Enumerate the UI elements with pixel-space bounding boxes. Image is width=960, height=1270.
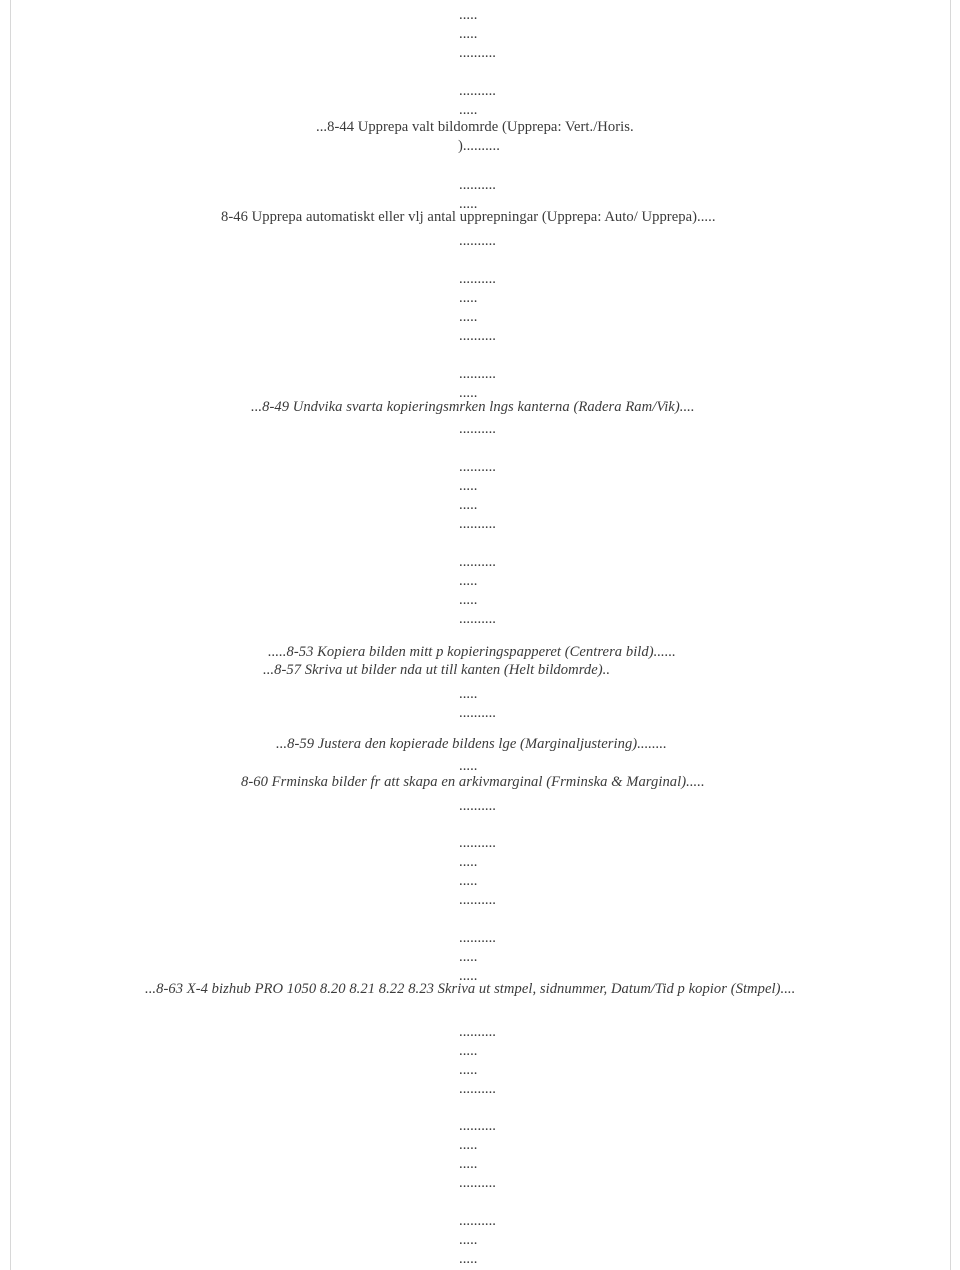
dot-leader: ..... (459, 1137, 478, 1153)
dot-leader: ..... (459, 497, 478, 513)
toc-entry: ...8-57 Skriva ut bilder nda ut till kanten (Helt bildomrde).. (263, 662, 611, 678)
dot-leader: .......... (459, 1175, 496, 1191)
dot-leader: .......... (459, 1213, 496, 1229)
dot-leader: ).......... (458, 138, 500, 154)
dot-leader: ..... (459, 1156, 478, 1172)
dot-leader: .......... (459, 1024, 496, 1040)
dot-leader: .......... (459, 611, 496, 627)
dot-leader: .......... (459, 271, 496, 287)
toc-entry: ...8-59 Justera den kopierade bildens lge (Marginaljustering)........ (276, 736, 667, 752)
dot-leader: .......... (459, 705, 496, 721)
dot-leader: ..... (459, 309, 478, 325)
dot-leader: ..... (459, 7, 478, 23)
dot-leader: .......... (459, 421, 496, 437)
dot-leader: .......... (459, 554, 496, 570)
dot-leader: ..... (459, 873, 478, 889)
dot-leader: .......... (459, 45, 496, 61)
dot-leader: ..... (459, 26, 478, 42)
toc-entry: 8-60 Frminska bilder fr att skapa en arkivmarginal (Frminska & Marginal)..... (241, 774, 705, 790)
dot-leader: .......... (459, 366, 496, 382)
dot-leader: ..... (459, 290, 478, 306)
dot-leader: .......... (459, 516, 496, 532)
dot-leader: .......... (459, 798, 496, 814)
toc-entry: .....8-53 Kopiera bilden mitt p kopieringspapperet (Centrera bild)...... (268, 644, 676, 660)
dot-leader: .......... (459, 177, 496, 193)
dot-leader: .......... (459, 835, 496, 851)
toc-entry: 8-46 Upprepa automatiskt eller vlj antal upprepningar (Upprepa: Auto/ Upprepa)..... (221, 209, 716, 225)
dot-leader: ..... (459, 102, 478, 118)
dot-leader: .......... (459, 459, 496, 475)
dot-leader: .......... (459, 1118, 496, 1134)
dot-leader: .......... (459, 328, 496, 344)
dot-leader: ..... (459, 1251, 478, 1267)
dot-leader: .......... (459, 233, 496, 249)
dot-leader: ..... (459, 949, 478, 965)
toc-entry: ...8-63 X-4 bizhub PRO 1050 8.20 8.21 8.22 8.23 Skriva ut stmpel, sidnummer, Datum/Tid p kopior (Stmpel).... (145, 981, 796, 997)
dot-leader: ..... (459, 854, 478, 870)
dot-leader: .......... (459, 930, 496, 946)
dot-leader: .......... (459, 892, 496, 908)
dot-leader: ..... (459, 686, 478, 702)
dot-leader: .......... (459, 83, 496, 99)
dot-leader: ..... (459, 1062, 478, 1078)
dot-leader: ..... (459, 758, 478, 774)
dot-leader: ..... (459, 573, 478, 589)
dot-leader: ..... (459, 1043, 478, 1059)
dot-leader: ..... (459, 478, 478, 494)
dot-leader: ..... (459, 592, 478, 608)
toc-entry: ...8-49 Undvika svarta kopieringsmrken lngs kanterna (Radera Ram/Vik).... (251, 399, 695, 415)
dot-leader: ..... (459, 385, 478, 401)
dot-leader: ..... (459, 196, 478, 212)
dot-leader: .......... (459, 1081, 496, 1097)
dot-leader: ..... (459, 1232, 478, 1248)
toc-entry: ...8-44 Upprepa valt bildomrde (Upprepa: Vert./Horis. (316, 119, 634, 135)
dot-leader: ..... (459, 968, 478, 984)
